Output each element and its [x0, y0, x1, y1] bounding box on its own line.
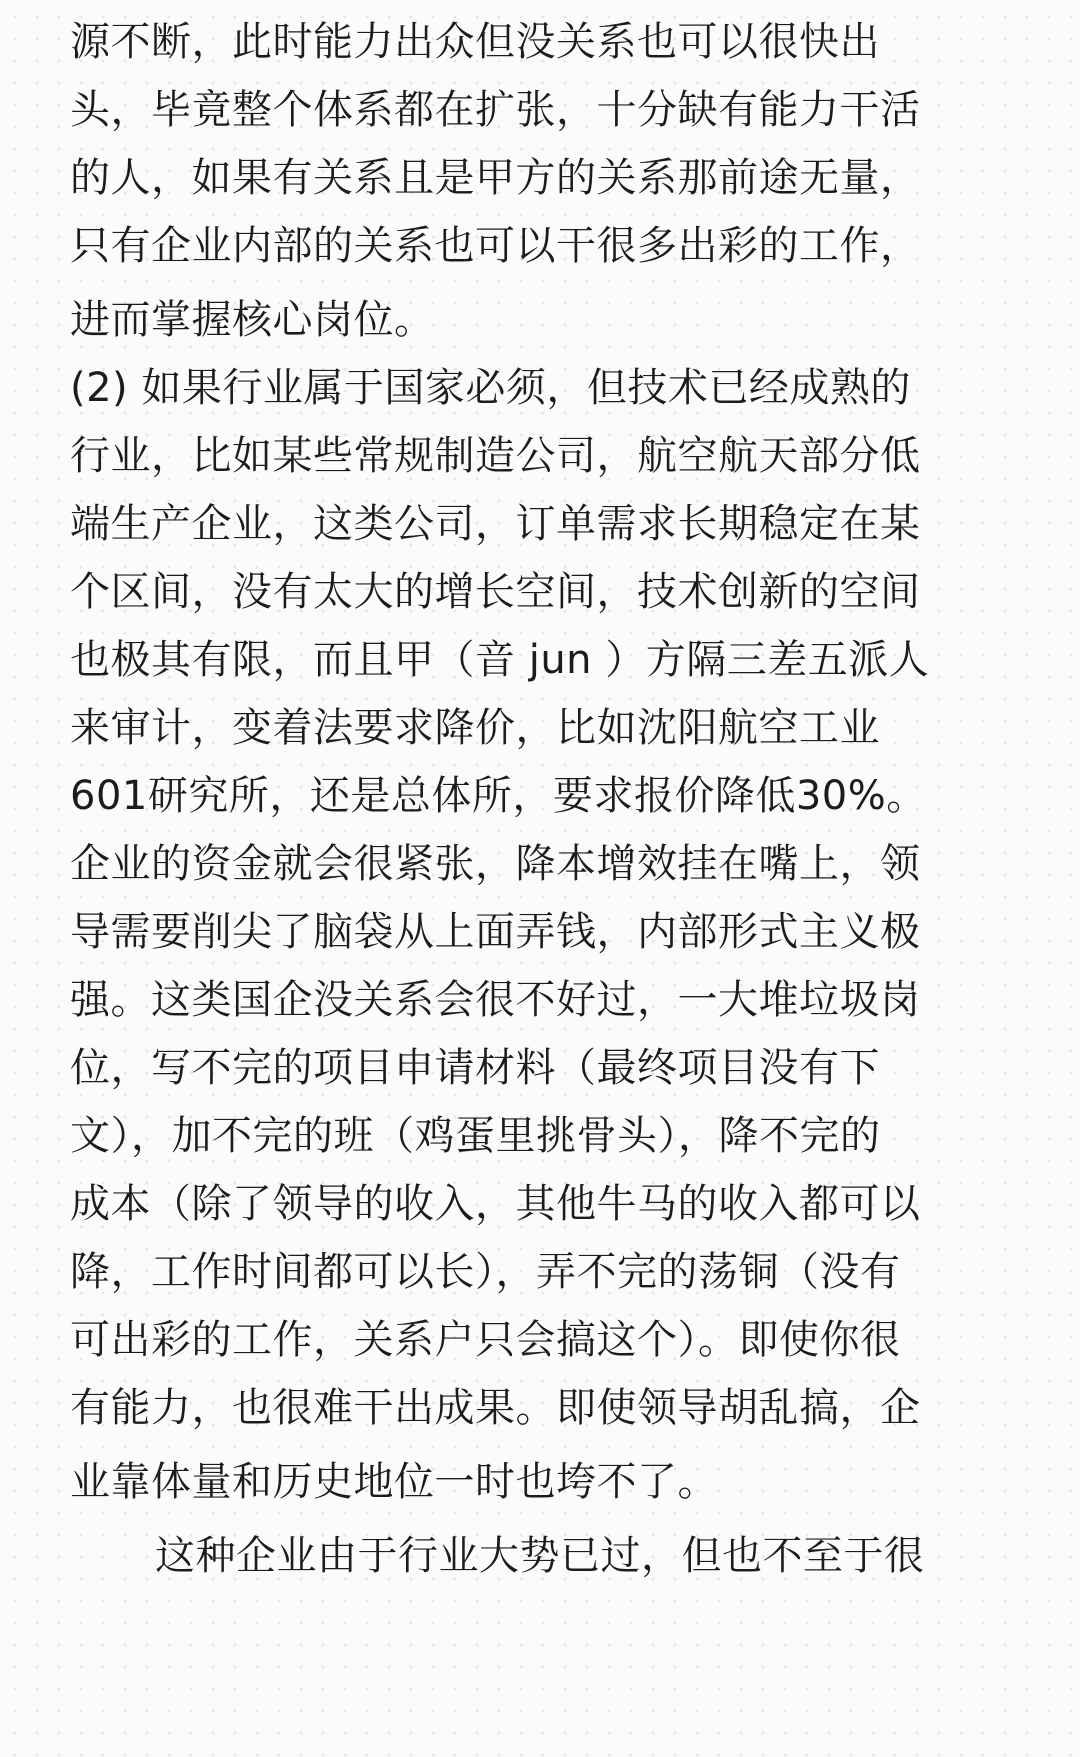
text-line: 企业的资金就会很紧张，降本增效挂在嘴上，领: [70, 841, 921, 887]
text-line: 强。这类国企没关系会很不好过，一大堆垃圾岗: [70, 977, 921, 1023]
text-line: 有能力，也很难干出成果。即使领导胡乱搞，企: [70, 1385, 921, 1431]
text-line: 只有企业内部的关系也可以干很多出彩的工作，: [70, 223, 921, 269]
text-line: 业靠体量和历史地位一时也垮不了。: [70, 1459, 718, 1505]
text-line: 导需要削尖了脑袋从上面弄钱，内部形式主义极: [70, 909, 921, 955]
paragraph-start-line: 这种企业由于行业大势已过，但也不至于很: [155, 1533, 925, 1579]
text-line: 源不断，此时能力出众但没关系也可以很快出: [70, 19, 880, 65]
text-line: 位，写不完的项目申请材料（最终项目没有下: [70, 1045, 880, 1091]
text-line: 个区间，没有太大的增长空间，技术创新的空间: [70, 569, 921, 615]
text-line: 来审计，变着法要求降价，比如沈阳航空工业: [70, 705, 880, 751]
text-line: 行业，比如某些常规制造公司，航空航天部分低: [70, 433, 921, 479]
text-line: (2) 如果行业属于国家必须，但技术已经成熟的: [70, 365, 911, 411]
text-line: 文），加不完的班（鸡蛋里挑骨头），降不完的: [70, 1113, 881, 1159]
text-line: 的人，如果有关系且是甲方的关系那前途无量，: [70, 155, 921, 201]
text-line: 可出彩的工作，关系户只会搞这个）。即使你很: [70, 1317, 901, 1363]
text-line: 601研究所，还是总体所，要求报价降低30%。: [70, 773, 927, 819]
text-line: 头，毕竟整个体系都在扩张，十分缺有能力干活: [70, 87, 921, 133]
text-line: 降，工作时间都可以长），弄不完的荡铜（没有: [70, 1249, 901, 1295]
text-line: 成本（除了领导的收入，其他牛马的收入都可以: [70, 1181, 921, 1227]
text-line: 也极其有限，而且甲（音 jun ）方隔三差五派人: [70, 637, 930, 683]
text-line: 进而掌握核心岗位。: [70, 297, 435, 343]
text-line: 端生产企业，这类公司，订单需求长期稳定在某: [70, 501, 921, 547]
